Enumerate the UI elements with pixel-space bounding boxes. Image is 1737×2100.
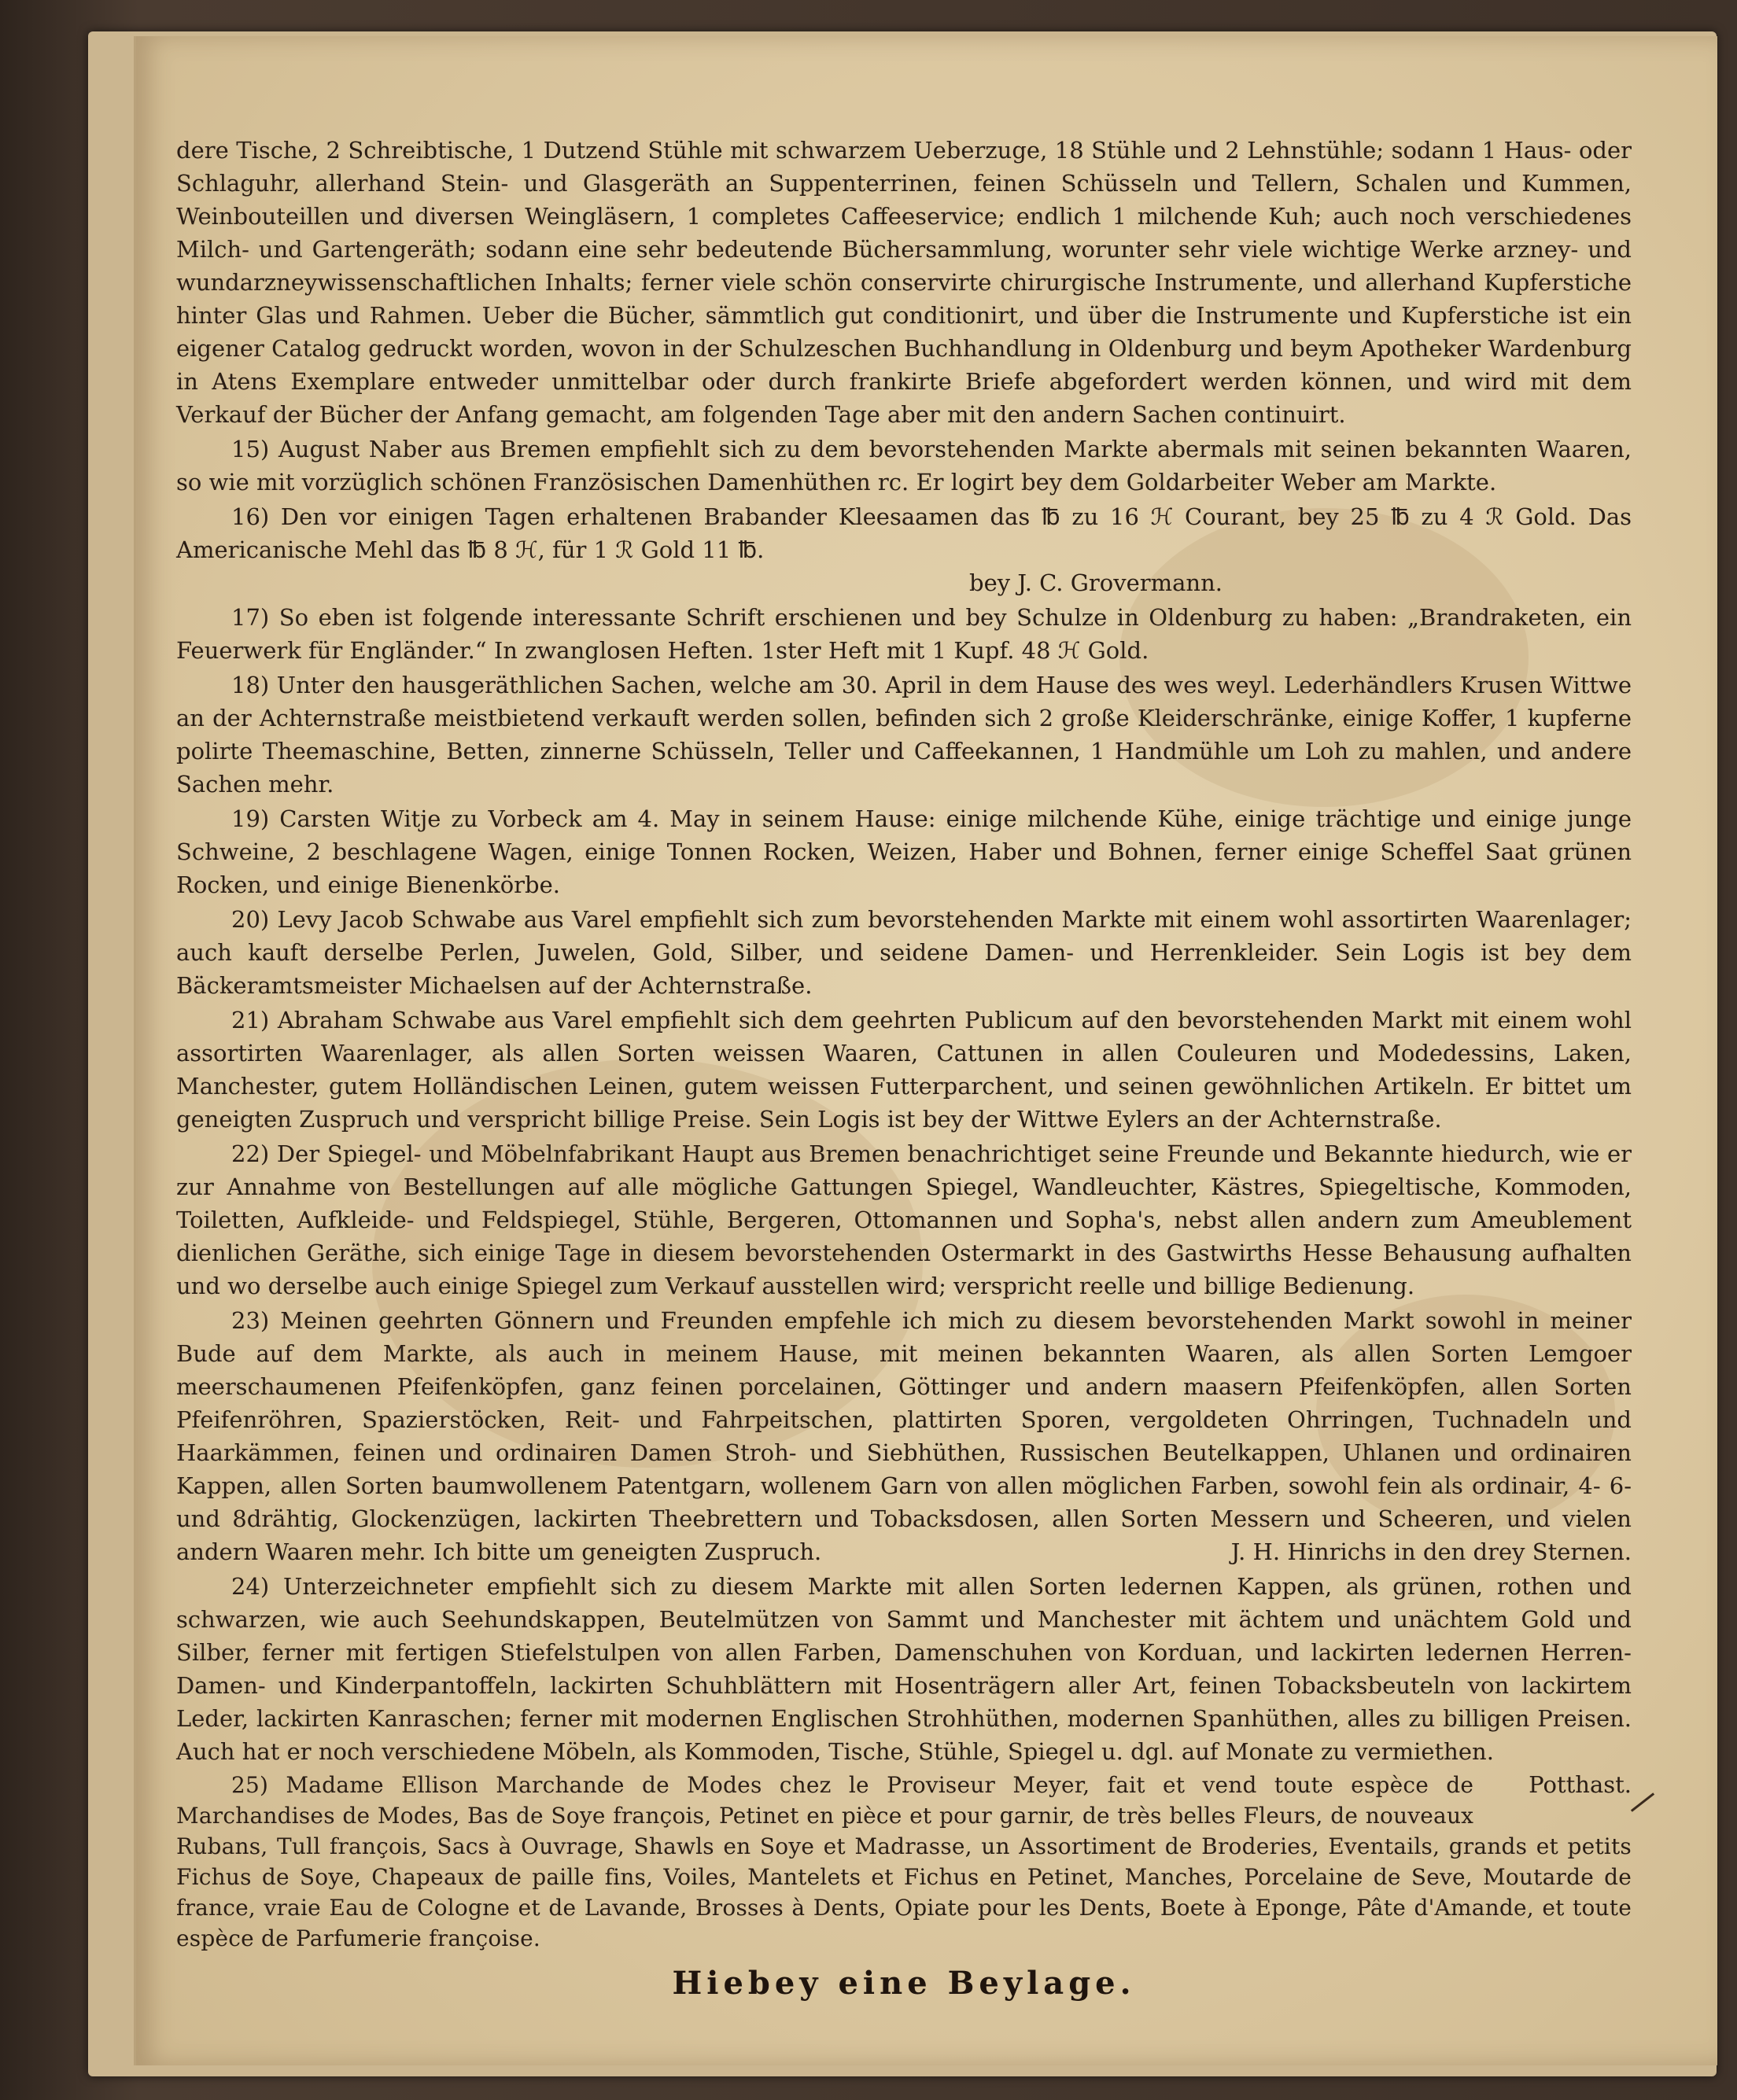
paragraph-23 (176, 1304, 1632, 1568)
paragraph-intro: dere Tische, 2 Schreibtische, 1 Dutzend Stühle mit schwarzem Ueberzuge, 18 Stühle und 2 Lehnstühle; sodann 1 Haus- oder Schlaguhr, allerhand Stein- und Glasgeräth an Suppenterrinen, feinen Schüsseln und Tellern, Schalen und Kummen, Weinbouteillen und diversen Weingläsern, 1 completes Caffeeservice; endlich 1 milchende Kuh; auch noch verschiedenes Milch- und Gartengeräth; sodann eine sehr bedeutende Büchersammlung, worunter sehr viele wichtige Werke arzney- und wundarzneywissenschaftlichen Inhalts; ferner viele schön conservirte chirurgische Instrumente, und allerhand Kupferstiche hinter Glas und Rahmen. Ueber die Bücher, sämmtlich gut conditionirt, und über die Instrumente und Kupferstiche ist ein eigener Catalog gedruckt worden, wovon in der Schulzeschen Buchhandlung in Oldenburg und beym Apotheker Wardenburg in Atens Exemplare entweder unmittelbar oder durch frankirte Briefe abgefordert werden können, und wird mit dem Verkauf der Bücher der Anfang gemacht, am folgenden Tage aber mit den andern Sachen continuirt. (176, 137, 1632, 428)
paragraph-16-body: 16) Den vor einigen Tagen erhaltenen Brabander Kleesaamen das ℔ zu 16 ℋ Courant, bey 25 ℔ zu 4 ℛ Gold. Das Americanische Mehl das ℔ 8 ℋ, für 1 ℛ Gold 11 ℔. (176, 503, 1632, 563)
paragraph-22: 22) Der Spiegel- und Möbelnfabrikant Haupt aus Bremen benachrichtiget seine Freunde und Bekannte hiedurch, wie er zur Annahme von Bestellungen auf alle mögliche Gattungen Spiegel, Wandleuchter, Kästres, Spiegeltische, Kommoden, Toiletten, Aufkleide- und Feldspiegel, Stühle, Bergeren, Ottomannen und Sopha's, nebst allen andern zum Ameublement dienlichen Geräthe, sich einige Tage in diesem bevorstehenden Ostermarkt in des Gastwirths Hesse Behausung aufhalten und wo derselbe auch einige Spiegel zum Verkauf ausstellen wird; verspricht reelle und billige Bedienung. (176, 1140, 1632, 1299)
paragraph-24-signature: Potthast. (1529, 1771, 1632, 1798)
paragraph-18: 18) Unter den hausgeräthlichen Sachen, welche am 30. April in dem Hause des wes weyl. Lederhändlers Krusen Wittwe an der Achternstraße meistbietend verkauft werden sollen, befinden sich 2 große Kleiderschränke, einige Koffer, 1 kupferne polirte Theemaschine, Betten, zinnerne Schüsseln, Teller und Caffeekannen, 1 Handmühle um Loh zu mahlen, und andere Sachen mehr. (176, 672, 1632, 798)
paragraph-16 (176, 500, 1632, 599)
paragraph-19: 19) Carsten Witje zu Vorbeck am 4. May in seinem Hause: einige milchende Kühe, einige trächtige und einige junge Schweine, 2 beschlagene Wagen, einige Tonnen Rocken, Weizen, Haber und Bohnen, ferner einige Scheffel Saat grünen Rocken, und einige Bienenkörbe. (176, 805, 1632, 898)
closing-line: Hiebey eine Beylage. (672, 1965, 1136, 2002)
paragraph-24-body: 24) Unterzeichneter empfiehlt sich zu diesem Markte mit allen Sorten ledernen Kappen, als grünen, rothen und schwarzen, wie auch Seehundskappen, Beutelmützen von Sammt und Manchester mit ächtem und unächtem Gold und Silber, ferner mit fertigen Stiefelstulpen von allen Farben, Damenschuhen von Korduan, und lackirten ledernen Herren- Damen- und Kinderpantoffeln, lackirten Schuhblättern mit Hosenträgern aller Art, feinen Tobacksbeuteln von lackirtem Leder, lackirten Kanraschen; ferner mit modernen Englischen Strohhüthen, modernen Spanhüthen, alles zu billigen Preisen. Auch hat er noch verschiedene Möbeln, als Kommoden, Tische, Stühle, Spiegel u. dgl. auf Monate zu vermiethen. (176, 1573, 1632, 1765)
paragraph-23-body: 23) Meinen geehrten Gönnern und Freunden empfehle ich mich zu diesem bevorstehenden Markt sowohl in meiner Bude auf dem Markte, als auch in meinem Hause, mit meinen bekannten Waaren, als allen Sorten Lemgoer meerschaumenen Pfeifenköpfen, ganz feinen porcelainen, Göttinger und andern maasern Pfeifenköpfen, allen Sorten Pfeifenröhren, Spazierstöcken, Reit- und Fahrpeitschen, plattirten Sporen, vergoldeten Ohrringen, Tuchnadeln und Haarkämmen, feinen und ordinairen Damen Stroh- und Siebhüthen, Russischen Beutelkappen, Uhlanen und ordinairen Kappen, allen Sorten baumwollenem Patentgarn, wollenem Garn von allen möglichen Farben, sowohl fein als ordinair, 4- 6- und 8drähtig, Glockenzügen, lackirten Theebrettern und Tobacksdosen, allen Sorten Messern und Scheeren, und vielen andern Waaren mehr. Ich bitte um geneigten Zuspruch. (176, 1307, 1632, 1565)
paragraph-20: 20) Levy Jacob Schwabe aus Varel empfiehlt sich zum bevorstehenden Markte mit einem wohl assortirten Waarenlager; auch kauft derselbe Perlen, Juwelen, Gold, Silber, und seidene Damen- und Herrenkleider. Sein Logis ist bey dem Bäckeramtsmeister Michaelsen auf der Achternstraße. (176, 906, 1632, 999)
paragraph-16-signature: bey J. C. Grovermann. (969, 569, 1223, 596)
paragraph-24 (176, 1570, 1632, 1798)
paragraph-15: 15) August Naber aus Bremen empfiehlt sich zu dem bevorstehenden Markte abermals mit seinen bekannten Waaren, so wie mit vorzüglich schönen Französischen Damenhüthen rc. Er logirt bey dem Goldarbeiter Weber am Markte. (176, 436, 1632, 496)
paragraph-17: 17) So eben ist folgende interessante Schrift erschienen und bey Schulze in Oldenburg zu haben: „Brandraketen, ein Feuerwerk für Engländer.“ In zwanglosen Heften. 1ster Heft mit 1 Kupf. 48 ℋ Gold. (176, 604, 1632, 664)
article-text (176, 134, 1632, 2002)
paragraph-23-signature: J. H. Hinrichs in den drey Sternen. (1230, 1538, 1632, 1565)
paragraph-25: 25) Madame Ellison Marchande de Modes chez le Proviseur Meyer, fait et vend toute espèce de Marchandises de Modes, Bas de Soye françois, Petinet en pièce et pour garnir, de très belles Fleurs, de nouveaux Rubans, Tull françois, Sacs à Ouvrage, Shawls en Soye et Madrasse, un Assortiment de Broderies, Eventails, grands et petits Fichus de Soye, Chapeaux de paille fins, Voiles, Mantelets et Fichus en Petinet, Manches, Porcelaine de Seve, Moutarde de france, vraie Eau de Cologne et de Lavande, Brosses à Dents, Opiate pour les Dents, Boete à Eponge, Pâte d'Amande, et toute espèce de Parfumerie françoise. (176, 1772, 1632, 1951)
paragraph-21: 21) Abraham Schwabe aus Varel empfiehlt sich dem geehrten Publicum auf den bevorstehenden Markt mit einem wohl assortirten Waarenlager, als allen Sorten weissen Waaren, Cattunen in allen Couleuren und Modedessins, Laken, Manchester, gutem Holländischen Leinen, gutem weissen Futterparchent, und seinen gewöhnlichen Artikeln. Er bittet um geneigten Zuspruch und verspricht billige Preise. Sein Logis ist bey der Wittwe Eylers an der Achternstraße. (176, 1007, 1632, 1133)
